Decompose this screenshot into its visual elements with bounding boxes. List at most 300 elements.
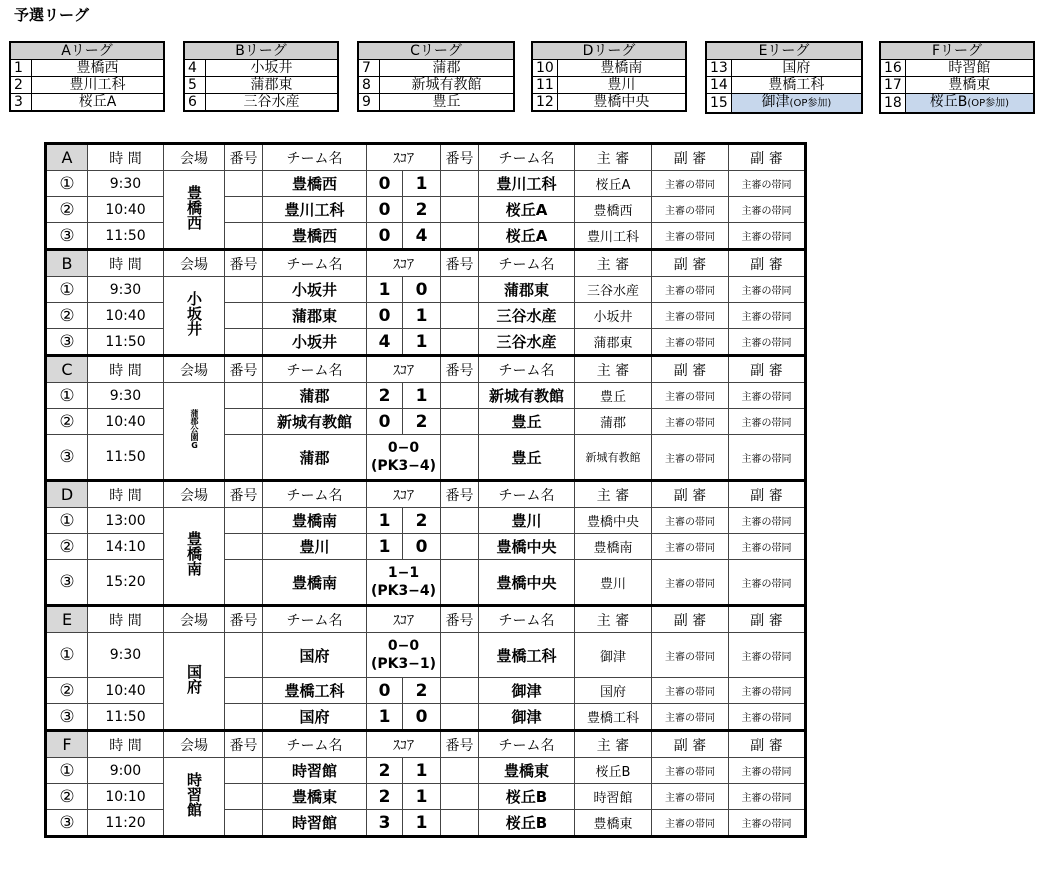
venue [164, 508, 225, 606]
away-number [441, 171, 479, 197]
away-score: 2 [403, 409, 441, 435]
assistant-referee-1: 主審の帯同 [652, 678, 729, 704]
team-name [380, 77, 515, 94]
home-score: 0 [367, 223, 403, 250]
away-number [441, 704, 479, 731]
assistant-referee-1: 主審の帯同 [652, 508, 729, 534]
league-header-row [184, 42, 338, 60]
team-name [731, 94, 862, 114]
home-number [225, 277, 263, 303]
score-header: ｽｺｱ [367, 144, 441, 171]
league-team-row [10, 77, 164, 94]
home-score: 0 [367, 409, 403, 435]
assistant-referee-2: 主審の帯同 [729, 704, 806, 731]
team-number: 12 [532, 94, 557, 112]
match-row [46, 409, 806, 435]
venue [164, 277, 225, 356]
match-time: 10:40 [88, 678, 164, 704]
away-number [441, 223, 479, 250]
group-header-row [46, 731, 806, 758]
away-number [441, 784, 479, 810]
away-score: 0 [403, 534, 441, 560]
team-name-text: 時習館 [948, 60, 991, 76]
away-score: 1 [403, 758, 441, 784]
group-header-row [46, 606, 806, 633]
assistant-referee-header: 副 審 [729, 481, 806, 508]
venue-name: 小坂井 [185, 290, 203, 336]
match-number: ② [46, 197, 88, 223]
referee: 豊川工科 [575, 223, 652, 250]
group-letter: F [46, 731, 88, 758]
away-team: 豊橋中央 [479, 534, 575, 560]
league-table [9, 41, 165, 112]
home-team: 豊川工科 [263, 197, 367, 223]
team-header: チーム名 [479, 250, 575, 277]
team-name [557, 77, 686, 94]
match-number: ① [46, 508, 88, 534]
home-team: 豊橋南 [263, 508, 367, 534]
match-number: ① [46, 383, 88, 409]
assistant-referee-2: 主審の帯同 [729, 277, 806, 303]
away-score: 0 [403, 277, 441, 303]
assistant-referee-header: 副 審 [729, 731, 806, 758]
home-team: 時習館 [263, 758, 367, 784]
league-name: Eリーグ [706, 42, 862, 60]
league-table [879, 41, 1035, 114]
match-number: ② [46, 784, 88, 810]
away-number [441, 678, 479, 704]
away-team: 豊丘 [479, 409, 575, 435]
home-score: 2 [367, 758, 403, 784]
assistant-referee-1: 主審の帯同 [652, 534, 729, 560]
match-number: ③ [46, 560, 88, 606]
away-team: 桜丘B [479, 784, 575, 810]
referee-header: 主 審 [575, 606, 652, 633]
match-time: 13:00 [88, 508, 164, 534]
referee: 国府 [575, 678, 652, 704]
away-team: 豊川 [479, 508, 575, 534]
match-row [46, 329, 806, 356]
assistant-referee-2: 主審の帯同 [729, 508, 806, 534]
referee: 桜丘A [575, 171, 652, 197]
assistant-referee-header: 副 審 [729, 144, 806, 171]
league-header-row [706, 42, 862, 60]
score-header: ｽｺｱ [367, 731, 441, 758]
team-name-text: 国府 [782, 60, 811, 76]
match-number: ② [46, 303, 88, 329]
away-score: 0 [403, 704, 441, 731]
team-name-text: 豊川 [607, 77, 636, 93]
score-pk: (PK3−4) [370, 458, 437, 474]
schedule-table [44, 142, 807, 838]
match-time: 10:40 [88, 197, 164, 223]
venue-header: 会場 [164, 481, 225, 508]
home-score: 1 [367, 534, 403, 560]
venue-name: 時習館 [185, 771, 203, 817]
assistant-referee-2: 主審の帯同 [729, 678, 806, 704]
home-score: 1 [367, 277, 403, 303]
team-name-text: 御津 [761, 94, 790, 110]
match-row [46, 784, 806, 810]
team-number: 16 [880, 60, 905, 77]
assistant-referee-1: 主審の帯同 [652, 560, 729, 606]
match-time: 11:50 [88, 223, 164, 250]
home-number [225, 560, 263, 606]
away-score: 4 [403, 223, 441, 250]
home-team: 新城有教館 [263, 409, 367, 435]
away-number [441, 534, 479, 560]
league-name: Fリーグ [880, 42, 1034, 60]
assistant-referee-header: 副 審 [652, 481, 729, 508]
team-name-text: 豊橋東 [948, 77, 991, 93]
match-time: 9:30 [88, 277, 164, 303]
assistant-referee-2: 主審の帯同 [729, 383, 806, 409]
assistant-referee-1: 主審の帯同 [652, 409, 729, 435]
match-number: ② [46, 534, 88, 560]
away-score: 1 [403, 383, 441, 409]
match-time: 9:00 [88, 758, 164, 784]
home-team: 国府 [263, 633, 367, 678]
assistant-referee-2: 主審の帯同 [729, 329, 806, 356]
referee: 豊橋東 [575, 810, 652, 837]
team-name [731, 60, 862, 77]
match-row [46, 758, 806, 784]
referee: 桜丘B [575, 758, 652, 784]
home-number [225, 678, 263, 704]
op-note: (OP参加) [789, 98, 832, 109]
team-header: チーム名 [263, 481, 367, 508]
team-number: 13 [706, 60, 731, 77]
league-header-row [532, 42, 686, 60]
home-team: 豊川 [263, 534, 367, 560]
team-name-text: 桜丘B [929, 94, 968, 110]
away-team: 桜丘A [479, 223, 575, 250]
match-number: ② [46, 409, 88, 435]
home-number [225, 784, 263, 810]
assistant-referee-header: 副 審 [652, 731, 729, 758]
away-number [441, 508, 479, 534]
league-team-row [706, 60, 862, 77]
assistant-referee-1: 主審の帯同 [652, 329, 729, 356]
home-score: 0 [367, 678, 403, 704]
time-header: 時 間 [88, 606, 164, 633]
group-letter: B [46, 250, 88, 277]
team-number: 3 [10, 94, 32, 112]
assistant-referee-2: 主審の帯同 [729, 633, 806, 678]
team-name-text: 蒲郡東 [250, 77, 293, 93]
assistant-referee-header: 副 審 [729, 356, 806, 383]
assistant-referee-2: 主審の帯同 [729, 223, 806, 250]
match-row [46, 534, 806, 560]
league-header-row [10, 42, 164, 60]
home-score: 0 [367, 197, 403, 223]
away-team: 三谷水産 [479, 329, 575, 356]
match-row [46, 678, 806, 704]
assistant-referee-1: 主審の帯同 [652, 171, 729, 197]
home-team: 豊橋南 [263, 560, 367, 606]
team-name-text: 豊川工科 [69, 77, 126, 93]
league-name: Dリーグ [532, 42, 686, 60]
time-header: 時 間 [88, 250, 164, 277]
league-team-row [532, 60, 686, 77]
assistant-referee-1: 主審の帯同 [652, 197, 729, 223]
away-team: 御津 [479, 678, 575, 704]
assistant-referee-header: 副 審 [652, 606, 729, 633]
score-draw: 0−0 [387, 440, 420, 456]
team-number: 2 [10, 77, 32, 94]
match-row [46, 704, 806, 731]
assistant-referee-1: 主審の帯同 [652, 784, 729, 810]
team-header: チーム名 [479, 481, 575, 508]
match-row [46, 810, 806, 837]
away-team: 蒲郡東 [479, 277, 575, 303]
match-row [46, 383, 806, 409]
team-name [557, 94, 686, 112]
home-score: 4 [367, 329, 403, 356]
team-name [32, 94, 165, 112]
venue-header: 会場 [164, 250, 225, 277]
time-header: 時 間 [88, 731, 164, 758]
away-number [441, 758, 479, 784]
assistant-referee-1: 主審の帯同 [652, 704, 729, 731]
team-name [32, 60, 165, 77]
team-name [380, 60, 515, 77]
venue-header: 会場 [164, 144, 225, 171]
match-number: ① [46, 758, 88, 784]
match-time: 11:50 [88, 329, 164, 356]
match-row [46, 171, 806, 197]
away-team: 豊橋工科 [479, 633, 575, 678]
assistant-referee-2: 主審の帯同 [729, 758, 806, 784]
team-number: 1 [10, 60, 32, 77]
team-number: 8 [358, 77, 380, 94]
league-table [183, 41, 339, 112]
away-score: 1 [403, 784, 441, 810]
home-number [225, 704, 263, 731]
group-header-row [46, 250, 806, 277]
away-number [441, 303, 479, 329]
match-time: 10:40 [88, 409, 164, 435]
league-team-row [184, 94, 338, 112]
number-header: 番号 [441, 250, 479, 277]
venue-header: 会場 [164, 606, 225, 633]
team-name-text: 豊橋南 [600, 60, 643, 76]
away-team: 桜丘A [479, 197, 575, 223]
assistant-referee-2: 主審の帯同 [729, 303, 806, 329]
match-number: ③ [46, 329, 88, 356]
league-team-row [706, 94, 862, 114]
match-number: ① [46, 633, 88, 678]
referee: 豊橋南 [575, 534, 652, 560]
league-team-row [880, 94, 1034, 114]
home-number [225, 383, 263, 409]
number-header: 番号 [225, 731, 263, 758]
number-header: 番号 [441, 731, 479, 758]
home-number [225, 435, 263, 481]
away-team: 豊橋東 [479, 758, 575, 784]
home-number [225, 508, 263, 534]
away-score: 1 [403, 810, 441, 837]
referee-header: 主 審 [575, 356, 652, 383]
team-header: チーム名 [479, 356, 575, 383]
home-number [225, 534, 263, 560]
league-name: Cリーグ [358, 42, 514, 60]
score-header: ｽｺｱ [367, 481, 441, 508]
assistant-referee-1: 主審の帯同 [652, 435, 729, 481]
team-name-text: 豊橋工科 [768, 77, 825, 93]
home-score: 1 [367, 704, 403, 731]
home-score: 0 [367, 303, 403, 329]
venue [164, 383, 225, 481]
team-number: 14 [706, 77, 731, 94]
home-score: 3 [367, 810, 403, 837]
home-score: 1 [367, 508, 403, 534]
referee-header: 主 審 [575, 731, 652, 758]
away-score: 1 [403, 303, 441, 329]
away-score: 1 [403, 329, 441, 356]
home-number [225, 329, 263, 356]
home-score: 0 [367, 171, 403, 197]
group-letter: C [46, 356, 88, 383]
away-team: 豊川工科 [479, 171, 575, 197]
referee-header: 主 審 [575, 481, 652, 508]
home-team: 小坂井 [263, 329, 367, 356]
referee-header: 主 審 [575, 250, 652, 277]
team-name-text: 豊丘 [432, 94, 461, 110]
team-name [206, 60, 339, 77]
referee: 蒲郡 [575, 409, 652, 435]
score-header: ｽｺｱ [367, 250, 441, 277]
group-header-row [46, 356, 806, 383]
match-time: 15:20 [88, 560, 164, 606]
home-team: 小坂井 [263, 277, 367, 303]
league-team-row [532, 77, 686, 94]
match-number: ③ [46, 810, 88, 837]
away-score: 2 [403, 197, 441, 223]
time-header: 時 間 [88, 356, 164, 383]
away-score: 2 [403, 508, 441, 534]
team-name-text: 豊橋中央 [593, 94, 650, 110]
team-name [206, 77, 339, 94]
referee: 豊橋中央 [575, 508, 652, 534]
home-number [225, 758, 263, 784]
number-header: 番号 [441, 606, 479, 633]
league-name: Aリーグ [10, 42, 164, 60]
match-number: ③ [46, 223, 88, 250]
team-name [557, 60, 686, 77]
number-header: 番号 [225, 144, 263, 171]
referee: 豊丘 [575, 383, 652, 409]
assistant-referee-2: 主審の帯同 [729, 409, 806, 435]
away-number [441, 277, 479, 303]
away-number [441, 560, 479, 606]
team-name-text: 三谷水産 [243, 94, 300, 110]
venue-name: 豊橋南 [185, 531, 203, 576]
home-number [225, 197, 263, 223]
home-number [225, 409, 263, 435]
score-with-pk [367, 633, 441, 678]
away-number [441, 409, 479, 435]
home-team: 豊橋西 [263, 223, 367, 250]
referee: 新城有教館 [575, 435, 652, 481]
away-score: 1 [403, 171, 441, 197]
assistant-referee-1: 主審の帯同 [652, 633, 729, 678]
score-draw: 1−1 [387, 565, 420, 581]
match-row [46, 633, 806, 678]
number-header: 番号 [225, 250, 263, 277]
home-number [225, 633, 263, 678]
away-number [441, 633, 479, 678]
assistant-referee-header: 副 審 [729, 606, 806, 633]
team-number: 10 [532, 60, 557, 77]
match-time: 10:40 [88, 303, 164, 329]
venue-name: 蒲郡公園G [190, 408, 199, 450]
assistant-referee-2: 主審の帯同 [729, 810, 806, 837]
assistant-referee-header: 副 審 [652, 144, 729, 171]
league-team-row [532, 94, 686, 112]
venue [164, 633, 225, 731]
match-row [46, 508, 806, 534]
team-name [380, 94, 515, 112]
venue [164, 758, 225, 837]
match-row [46, 435, 806, 481]
away-number [441, 810, 479, 837]
referee: 豊川 [575, 560, 652, 606]
venue-name: 豊橋西 [185, 184, 203, 230]
referee: 蒲郡東 [575, 329, 652, 356]
assistant-referee-header: 副 審 [729, 250, 806, 277]
team-name [905, 77, 1034, 94]
home-number [225, 303, 263, 329]
match-number: ② [46, 678, 88, 704]
group-header-row [46, 481, 806, 508]
home-number [225, 223, 263, 250]
match-row [46, 303, 806, 329]
league-team-row [358, 94, 514, 112]
assistant-referee-2: 主審の帯同 [729, 534, 806, 560]
match-time: 11:50 [88, 704, 164, 731]
number-header: 番号 [225, 606, 263, 633]
away-number [441, 329, 479, 356]
score-header: ｽｺｱ [367, 356, 441, 383]
team-header: チーム名 [479, 731, 575, 758]
team-number: 7 [358, 60, 380, 77]
match-number: ③ [46, 704, 88, 731]
assistant-referee-1: 主審の帯同 [652, 303, 729, 329]
away-number [441, 197, 479, 223]
page-title: 予選リーグ [14, 6, 90, 24]
referee-header: 主 審 [575, 144, 652, 171]
away-team: 豊丘 [479, 435, 575, 481]
away-team: 三谷水産 [479, 303, 575, 329]
assistant-referee-header: 副 審 [652, 356, 729, 383]
referee: 時習館 [575, 784, 652, 810]
referee: 小坂井 [575, 303, 652, 329]
score-draw: 0−0 [387, 638, 420, 654]
referee: 三谷水産 [575, 277, 652, 303]
away-team: 新城有教館 [479, 383, 575, 409]
team-name [32, 77, 165, 94]
home-score: 2 [367, 383, 403, 409]
home-team: 豊橋西 [263, 171, 367, 197]
match-row [46, 560, 806, 606]
home-team: 豊橋工科 [263, 678, 367, 704]
team-name-text: 桜丘A [78, 94, 117, 110]
league-header-row [880, 42, 1034, 60]
team-header: チーム名 [263, 144, 367, 171]
number-header: 番号 [225, 356, 263, 383]
match-number: ① [46, 171, 88, 197]
